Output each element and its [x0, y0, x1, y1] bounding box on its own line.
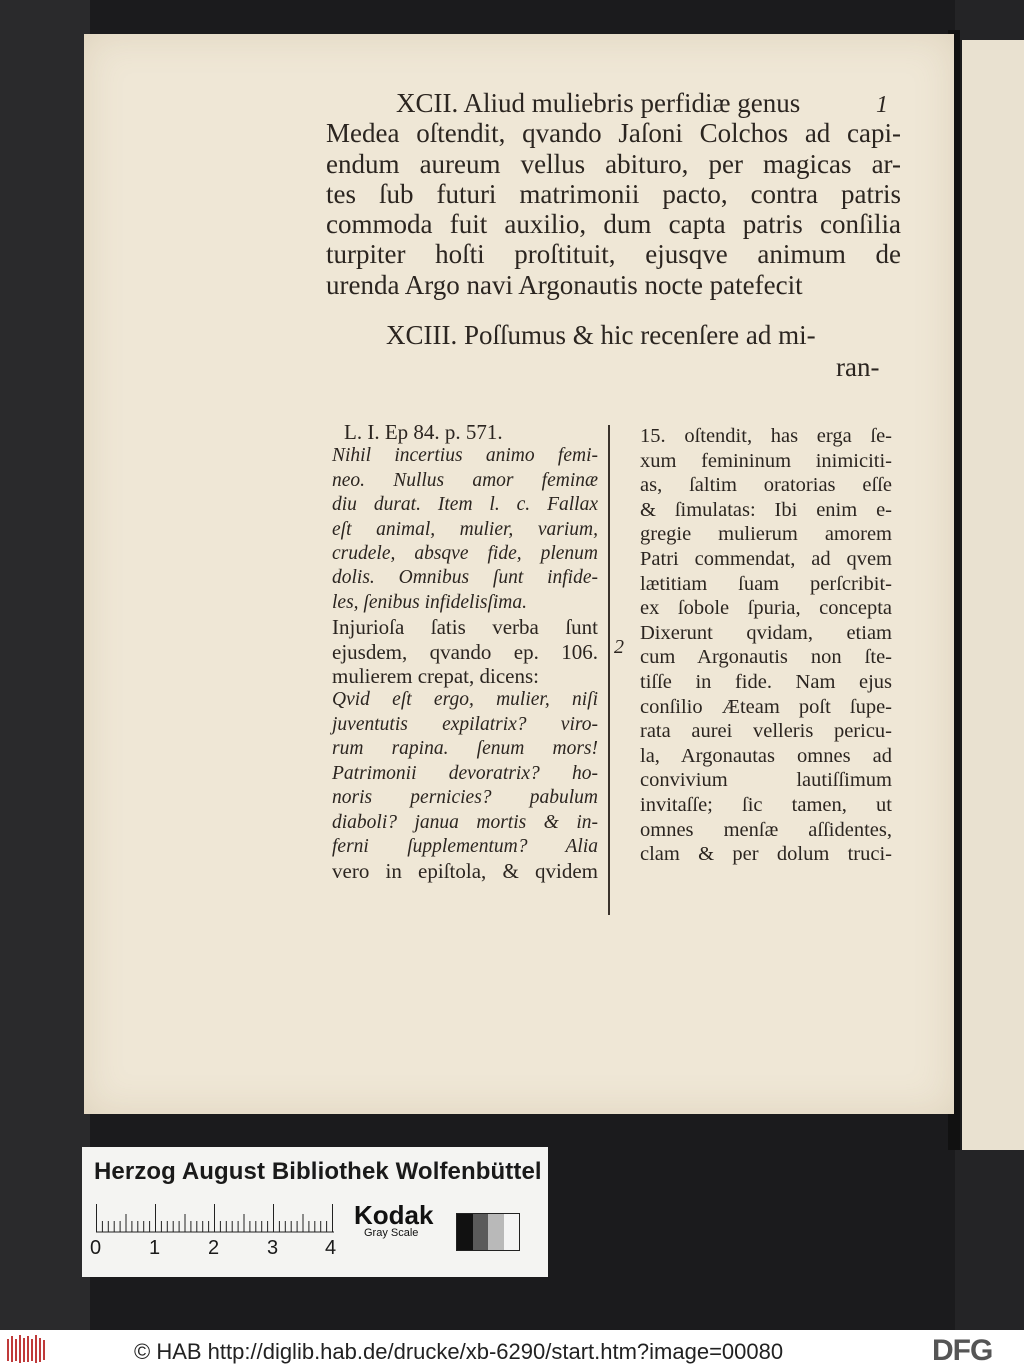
text-line: L. I. Ep 84. p. 571. [344, 420, 503, 444]
text-line: XCII. Aliud muliebris perfidiæ genus [396, 88, 801, 118]
catchword: ran- [836, 352, 880, 382]
text-line: diaboli? janua mortis & in- [332, 811, 598, 833]
scan-background-left [0, 0, 90, 1371]
kodak-logo: Kodak [354, 1200, 434, 1230]
text-line: urenda Argo navi Argonautis nocte patefecit [326, 269, 803, 300]
adjacent-page-edge [960, 40, 1024, 1150]
text-line: convivium lautiſſimum [640, 769, 892, 792]
text-line: tes ſub futuri matrimonii pacto, contra patris [326, 178, 901, 209]
gray-swatch [457, 1214, 473, 1250]
text-line: Medea oſtendit, qvando Jaſoni Colchos ad capi- [326, 118, 901, 149]
text-line: Qvid eſt ergo, mulier, niſi [332, 689, 598, 711]
text-line: noris pernicies? pabulum [332, 787, 598, 809]
text-line: gregie mulierum amorem [640, 523, 892, 546]
text-line: juventutis expilatrix? viro- [332, 713, 598, 735]
text-line: Nihil incertius animo femi- [332, 445, 598, 467]
ruler-number: 1 [149, 1237, 161, 1259]
text-line: Injurioſa ſatis verba ſunt [332, 615, 598, 640]
text-line: cum Argonautis non ſte- [640, 646, 892, 669]
ruler-scale [96, 1203, 336, 1233]
dfg-logo: DFG [932, 1334, 993, 1367]
section-heading-xciii: XCIII. Poſſumus & hic recenſere ad mi- [386, 320, 816, 350]
hab-barcode-icon [6, 1333, 46, 1365]
margin-note-mark-1: 1 [876, 92, 888, 118]
ruler-number: 0 [90, 1237, 102, 1259]
text-line: omnes menſæ aſſidentes, [640, 818, 892, 841]
text-line: dolis. Omnibus ſunt infide- [332, 567, 598, 589]
text-line: ferni ſupplementum? Alia [332, 835, 598, 857]
text-line: Patri commendat, ad qvem [640, 547, 892, 570]
ruler-number: 3 [267, 1237, 279, 1259]
footnote-column-right [640, 424, 892, 867]
text-line: xum femininum inimiciti- [640, 449, 892, 472]
gray-scale-swatches [456, 1213, 520, 1251]
gray-swatch [504, 1214, 520, 1250]
text-line: diu durat. Item l. c. Fallax [332, 494, 598, 516]
text-line: rum rapina. ſenum mors! [332, 738, 598, 760]
text-line: eſt animal, mulier, varium, [332, 518, 598, 540]
text-line: neo. Nullus amor feminæ [332, 469, 598, 491]
text-line: la, Argonautas omnes ad [640, 744, 892, 767]
ruler-number: 2 [208, 1237, 220, 1259]
ruler-number: 4 [325, 1237, 337, 1259]
text-line: rata aurei velleris pericu- [640, 720, 892, 743]
gray-scale-label: Gray Scale [364, 1227, 419, 1239]
text-line: vero in epiſtola, & qvidem [332, 859, 598, 884]
text-line: crudele, absqve fide, plenum [332, 543, 598, 565]
text-line: clam & per dolum truci- [640, 843, 892, 866]
gray-swatch [473, 1214, 489, 1250]
text-line: endum aureum vellus abituro, per magicas ar- [326, 148, 901, 179]
text-line: ejusdem, qvando ep. 106. [332, 639, 598, 664]
text-line: mulierem crepat, dicens: [332, 664, 539, 689]
text-line: Patrimonii devoratrix? ho- [332, 762, 598, 784]
text-line: Dixerunt qvidam, etiam [640, 621, 892, 644]
text-line: & ſimulatas: Ibi enim e- [640, 498, 892, 521]
text-line: les, ſenibus infidelisſima. [332, 591, 527, 613]
footnote-column-left [332, 420, 598, 884]
text-line: commoda fuit auxilio, dum capta patris conſilia [326, 209, 901, 240]
text-line: invitaſſe; ſic tamen, ut [640, 793, 892, 816]
text-line: as, ſaltim oratorias eſſe [640, 474, 892, 497]
text-line: ex ſobole ſpuria, concepta [640, 597, 892, 620]
text-line: tiſſe in fide. Nam ejus [640, 670, 892, 693]
text-line: turpiter hoſti proſtituit, ejusqve animum de [326, 239, 901, 270]
gray-swatch [488, 1214, 504, 1250]
text-line: lætitiam ſuam perſcribit- [640, 572, 892, 595]
margin-note-mark-2: 2 [614, 636, 624, 658]
footer-credit-link[interactable]: © HAB http://diglib.hab.de/drucke/xb-6290/start.htm?image=00080 [134, 1339, 784, 1364]
column-rule [608, 425, 610, 915]
main-paragraph [326, 88, 901, 300]
library-name: Herzog August Bibliothek Wolfenbüttel [94, 1158, 542, 1185]
text-line: 15. oſtendit, has erga ſe- [640, 425, 892, 447]
text-line: conſilio Æteam poſt ſupe- [640, 695, 892, 718]
